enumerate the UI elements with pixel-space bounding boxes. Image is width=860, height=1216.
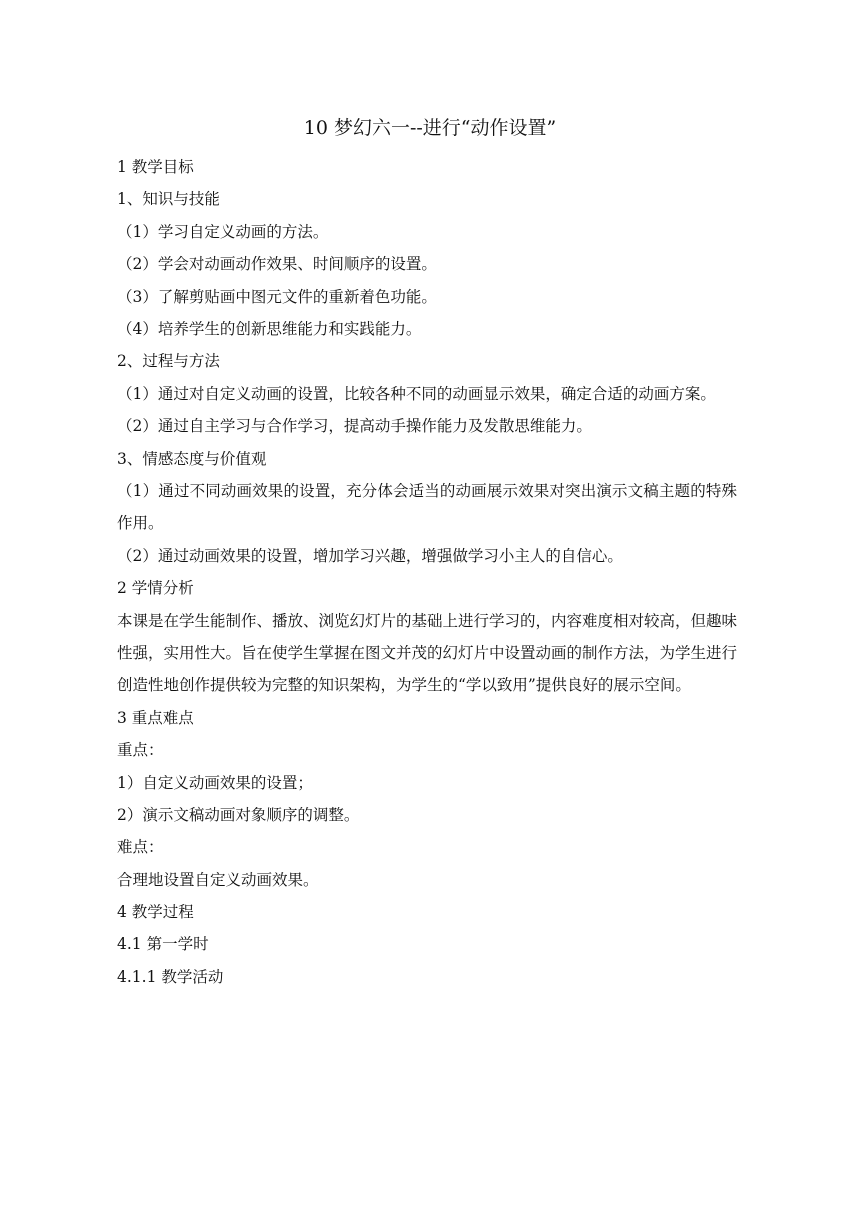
list-item: （1）通过对自定义动画的设置，比较各种不同的动画显示效果，确定合适的动画方案。 [117, 384, 716, 403]
list-item: （2）通过自主学习与合作学习，提高动手操作能力及发散思维能力。 [117, 417, 592, 436]
list-item: （2）学会对动画动作效果、时间顺序的设置。 [117, 255, 437, 274]
section-heading: 3 重点难点 [117, 708, 194, 727]
list-item: （4）培养学生的创新思维能力和实践能力。 [117, 319, 422, 338]
list-item: （3）了解剪贴画中图元文件的重新着色功能。 [117, 287, 437, 306]
list-item: （2）通过动画效果的设置，增加学习兴趣，增强做学习小主人的自信心。 [117, 546, 623, 565]
subsection-heading: 4.1 第一学时 [117, 935, 209, 954]
document-title: 10 梦幻六一--进行“动作设置” [303, 117, 557, 139]
section-heading: 1 教学目标 [117, 158, 194, 176]
subsection-heading: 3、情感态度与价值观 [117, 449, 267, 468]
list-item: 1）自定义动画效果的设置； [117, 773, 313, 792]
subsection-heading: 2、过程与方法 [117, 352, 220, 371]
body-text: 合理地设置自定义动画效果。 [117, 870, 319, 889]
body-paragraph: 本课是在学生能制作、播放、浏览幻灯片的基础上进行学习的，内容难度相对较高，但趣味性强，实用性大。旨在使学生掌握在图文并茂的幻灯片中设置动画的制作方法，为学生进行创造性地创作提供较为完整的知识架构，为学生的“学以致用”提供良好的展示空间。 [117, 611, 738, 695]
subsection-heading: 4.1.1 教学活动 [117, 967, 224, 986]
label-text: 重点： [117, 741, 164, 760]
list-item: 2）演示文稿动画对象顺序的调整。 [117, 805, 360, 824]
subsection-heading: 1、知识与技能 [117, 190, 220, 209]
list-item: （1）学习自定义动画的方法。 [117, 222, 329, 241]
list-item: （1）通过不同动画效果的设置，充分体会适当的动画展示效果对突出演示文稿主题的特殊作用。 [117, 481, 737, 533]
section-heading: 4 教学过程 [117, 903, 194, 922]
section-heading: 2 学情分析 [117, 579, 194, 598]
label-text: 难点： [117, 838, 164, 857]
document-body [117, 151, 737, 993]
